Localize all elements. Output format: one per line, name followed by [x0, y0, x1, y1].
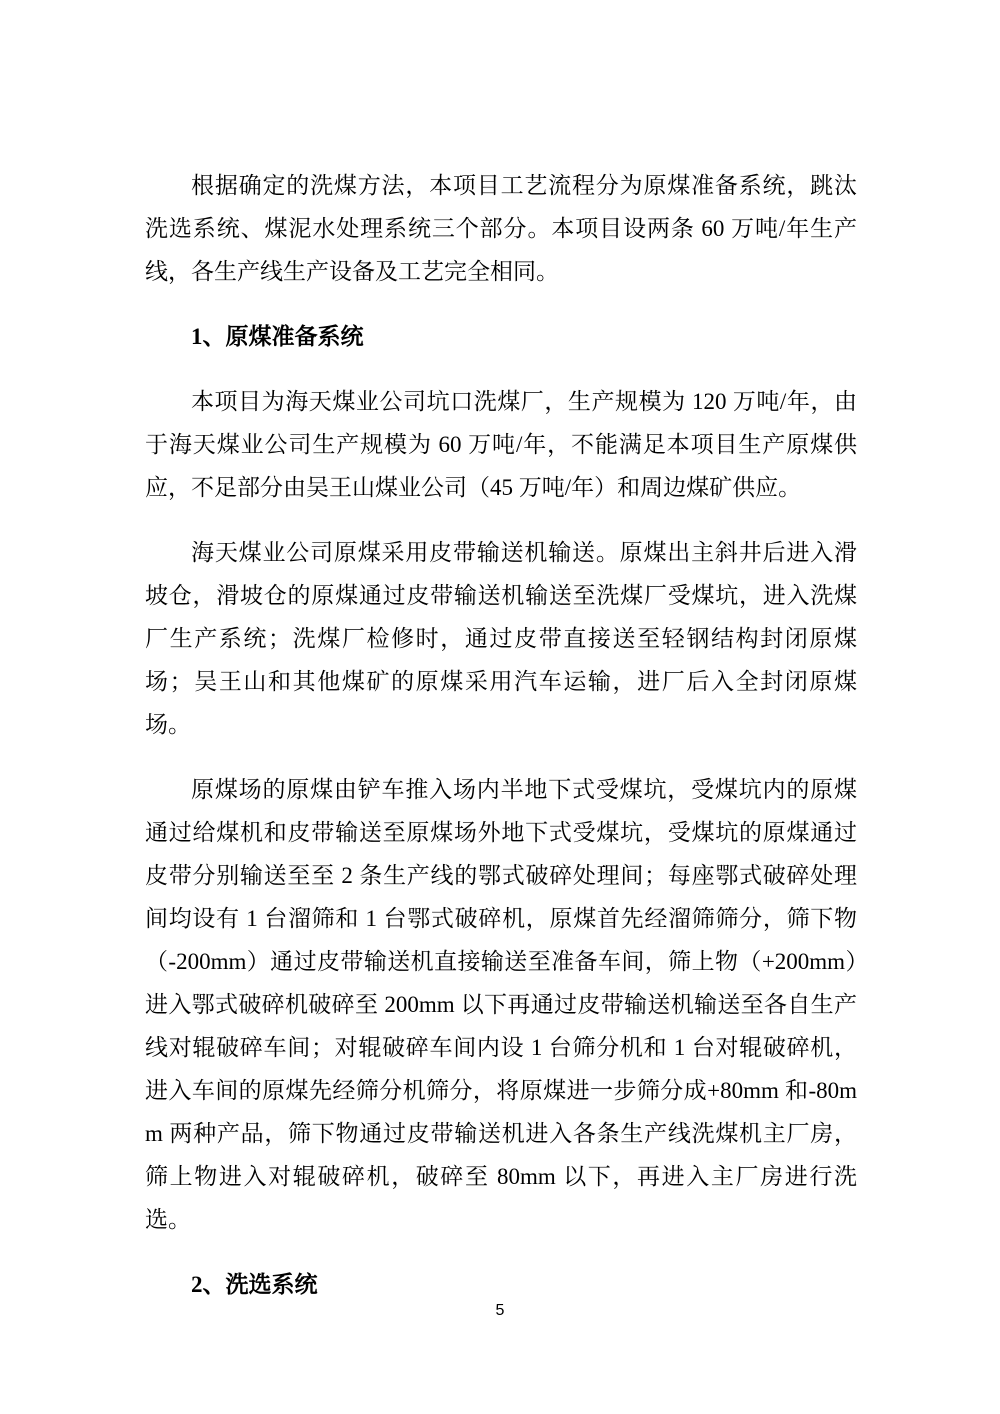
paragraph-process-overview: 根据确定的洗煤方法，本项目工艺流程分为原煤准备系统，跳汰洗选系统、煤泥水处理系统三个部分。本项目设两条 60 万吨/年生产线，各生产线生产设备及工艺完全相同。 [145, 173, 857, 284]
paragraph-production-scale: 本项目为海天煤业公司坑口洗煤厂，生产规模为 120 万吨/年，由于海天煤业公司生产规模为 60 万吨/年，不能满足本项目生产原煤供应，不足部分由吴王山煤业公司（45 万吨/年）和周边煤矿供应。 [145, 389, 857, 500]
heading-raw-coal-preparation-system: 1、原煤准备系统 [191, 324, 364, 349]
document-body [145, 164, 857, 1328]
paragraph-crushing-screening-process: 原煤场的原煤由铲车推入场内半地下式受煤坑，受煤坑内的原煤通过给煤机和皮带输送至原煤场外地下式受煤坑，受煤坑的原煤通过皮带分别输送至至 2 条生产线的鄂式破碎处理间；每座鄂式破碎处理间均设有 1 台溜筛和 1 台鄂式破碎机，原煤首先经溜筛筛分，筛下物（-200mm）通过皮带输送机直接输送至准备车间，筛上物（+200mm）进入鄂式破碎机破碎至 200mm 以下再通过皮带输送机输送至各自生产线对辊破碎车间；对辊破碎车间内设 1 台筛分机和 1 台对辊破碎机，进入车间的原煤先经筛分机筛分，将原煤进一步筛分成+80mm 和-80mm 两种产品，筛下物通过皮带输送机进入各条生产线洗煤机主厂房，筛上物进入对辊破碎机，破碎至 80mm 以下，再进入主厂房进行洗选。 [145, 777, 858, 1232]
page-number: 5 [495, 1302, 505, 1319]
heading-washing-selection-system: 2、洗选系统 [191, 1272, 318, 1297]
paragraph-belt-conveyor-transport: 海天煤业公司原煤采用皮带输送机输送。原煤出主斜井后进入滑坡仓，滑坡仓的原煤通过皮带输送机输送至洗煤厂受煤坑，进入洗煤厂生产系统；洗煤厂检修时，通过皮带直接送至轻钢结构封闭原煤场；吴王山和其他煤矿的原煤采用汽车运输，进厂后入全封闭原煤场。 [145, 540, 857, 737]
